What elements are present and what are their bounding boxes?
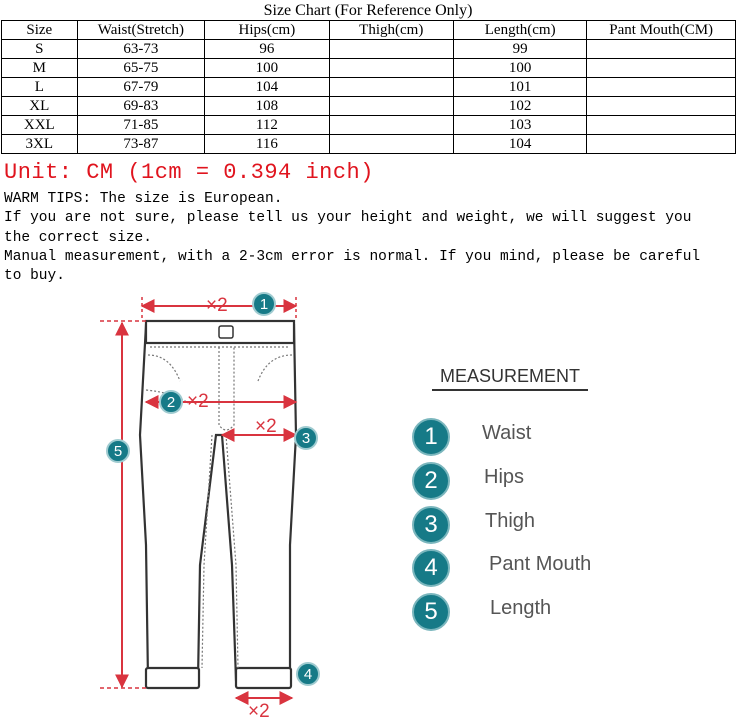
header-pant-mouth: Pant Mouth(CM) xyxy=(587,21,736,40)
table-cell: 104 xyxy=(205,78,329,97)
table-cell: 103 xyxy=(453,116,586,135)
table-cell: 73-87 xyxy=(77,135,205,154)
table-row xyxy=(2,116,736,135)
marker-3-label: 3 xyxy=(301,430,311,447)
pant-mouth-multiplier: ×2 xyxy=(248,701,270,722)
table-cell: 108 xyxy=(205,97,329,116)
header-thigh: Thigh(cm) xyxy=(329,21,453,40)
tips-line: WARM TIPS: The size is European. xyxy=(4,191,283,207)
table-cell: 102 xyxy=(453,97,586,116)
hips-multiplier: ×2 xyxy=(187,391,209,412)
table-row xyxy=(2,40,736,59)
table-cell xyxy=(587,135,736,154)
legend-label: Waist xyxy=(482,422,532,444)
table-cell: 100 xyxy=(453,59,586,78)
table-cell xyxy=(587,40,736,59)
table-cell xyxy=(329,40,453,59)
table-cell: 71-85 xyxy=(77,116,205,135)
table-cell xyxy=(329,78,453,97)
table-cell: 104 xyxy=(453,135,586,154)
tips-line: the correct size. xyxy=(4,229,152,246)
size-table xyxy=(1,20,736,154)
legend-item-waist xyxy=(412,418,652,456)
legend-number-icon: 5 xyxy=(412,593,450,631)
table-cell: 101 xyxy=(453,78,586,97)
tips-line: If you are not sure, please tell us your height and weight, we will suggest you xyxy=(4,210,692,227)
legend-label: Hips xyxy=(484,466,525,488)
table-cell: 63-73 xyxy=(77,40,205,59)
thigh-multiplier: ×2 xyxy=(255,416,277,437)
header-size: Size xyxy=(2,21,78,40)
header-hips: Hips(cm) xyxy=(205,21,329,40)
waist-multiplier: ×2 xyxy=(206,295,228,316)
warm-tips xyxy=(4,190,734,286)
legend-number-icon: 1 xyxy=(412,418,450,456)
legend-item-pant-mouth xyxy=(412,549,652,587)
size-chart-title: Size Chart (For Reference Only) xyxy=(263,2,473,19)
header-length: Length(cm) xyxy=(453,21,586,40)
table-cell: 112 xyxy=(205,116,329,135)
legend-item-hips xyxy=(412,462,652,500)
table-row xyxy=(2,97,736,116)
measurement-title: MEASUREMENT xyxy=(432,366,588,391)
table-cell: 99 xyxy=(453,40,586,59)
table-row xyxy=(2,135,736,154)
table-cell: XL xyxy=(2,97,78,116)
table-row xyxy=(2,59,736,78)
legend-label: Length xyxy=(490,597,552,619)
table-cell: S xyxy=(2,40,78,59)
table-cell: 100 xyxy=(205,59,329,78)
table-cell xyxy=(587,59,736,78)
legend-number-icon: 2 xyxy=(412,462,450,500)
table-cell: 69-83 xyxy=(77,97,205,116)
table-cell: 67-79 xyxy=(77,78,205,97)
table-cell: XXL xyxy=(2,116,78,135)
table-cell xyxy=(329,97,453,116)
legend-number-icon: 3 xyxy=(412,506,450,544)
table-cell: L xyxy=(2,78,78,97)
marker-1-label: 1 xyxy=(259,296,269,313)
table-cell: 96 xyxy=(205,40,329,59)
legend-item-length xyxy=(412,593,652,631)
table-cell xyxy=(329,135,453,154)
table-cell xyxy=(329,59,453,78)
unit-note: Unit: CM (1cm = 0.394 inch) xyxy=(4,160,374,185)
table-cell: 116 xyxy=(205,135,329,154)
pants-outline xyxy=(140,325,296,688)
table-cell: M xyxy=(2,59,78,78)
table-row xyxy=(2,78,736,97)
table-cell xyxy=(587,78,736,97)
tips-line: Manual measurement, with a 2-3cm error is normal. If you mind, please be careful xyxy=(4,248,701,265)
legend-number-icon: 4 xyxy=(412,549,450,587)
legend-label: Pant Mouth xyxy=(489,553,592,575)
pants-diagram xyxy=(0,285,400,728)
table-cell xyxy=(587,97,736,116)
table-cell: 65-75 xyxy=(77,59,205,78)
marker-5-label: 5 xyxy=(113,443,123,460)
tips-line: to buy. xyxy=(4,268,65,285)
legend-label: Thigh xyxy=(485,510,536,532)
marker-4-label: 4 xyxy=(303,666,313,683)
marker-2-label: 2 xyxy=(166,394,176,411)
legend-item-thigh xyxy=(412,506,652,544)
table-cell xyxy=(587,116,736,135)
table-cell xyxy=(329,116,453,135)
table-cell: 3XL xyxy=(2,135,78,154)
button-icon xyxy=(219,326,233,338)
table-header-row xyxy=(2,21,736,40)
header-waist: Waist(Stretch) xyxy=(77,21,205,40)
